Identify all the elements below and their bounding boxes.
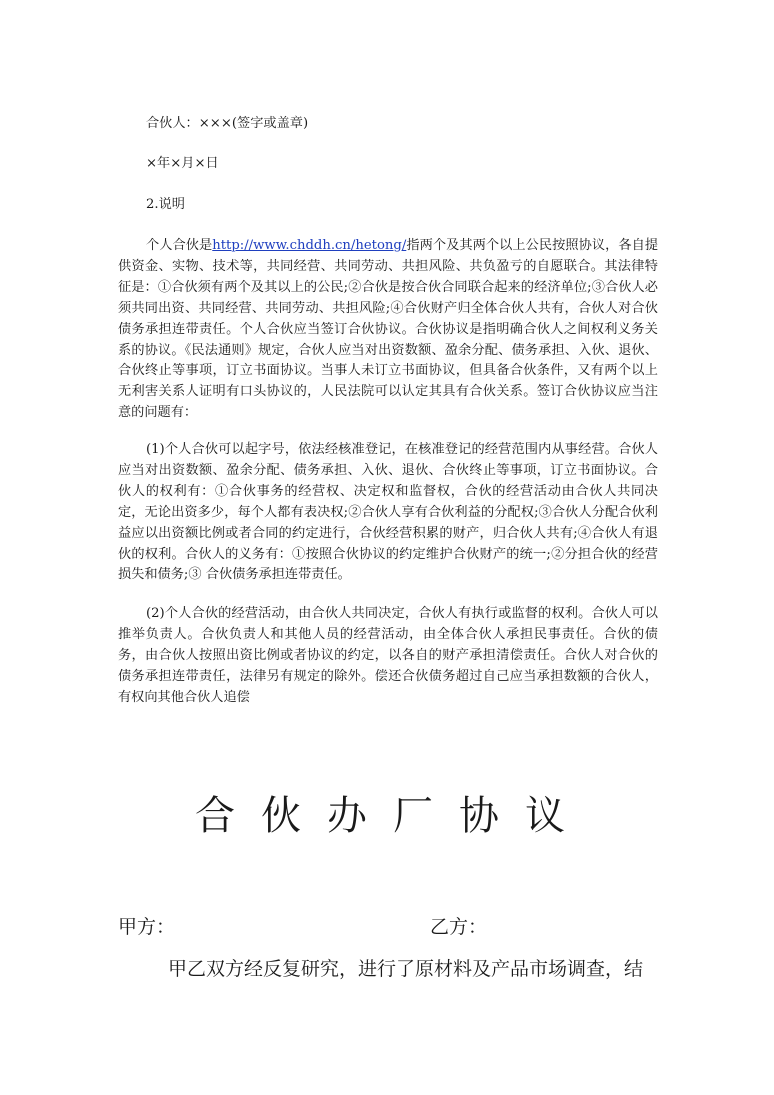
partner-signature-line: 合伙人：×××(签字或盖章) <box>146 116 309 131</box>
intro-paragraph <box>118 236 658 424</box>
party-a-label: 甲方： <box>118 916 176 938</box>
hetong-link[interactable]: http://www.chddh.cn/hetong/ <box>212 238 407 253</box>
section-heading: 2.说明 <box>146 197 185 212</box>
date-line: ×年×月×日 <box>146 156 219 171</box>
point-1-paragraph: (1)个人合伙可以起字号，依法经核准登记，在核准登记的经营范围内从事经营。合伙人应当对出资数额、盈余分配、债务承担、入伙、退伙、合伙终止等事项，订立书面协议。合伙人的权利有：①合伙事务的经营权、决定权和监督权，合伙的经营活动由合伙人共同决定，无论出资多少，每个人都有表决权;②合伙人享有合伙利益的分配权;③合伙人分配合伙利益应以出资额比例或者合同的约定进行，合伙经营积累的财产，归合伙人共有;④合伙人有退伙的权利。合伙人的义务有：①按照合伙协议的约定维护合伙财产的统一;②分担合伙的经营损失和债务;③ 合伙债务承担连带责任。 <box>118 442 658 583</box>
point-2-paragraph: (2)个人合伙的经营活动，由合伙人共同决定，合伙人有执行或监督的权利。合伙人可以推举负责人。合伙负责人和其他人员的经营活动，由全体合伙人承担民事责任。合伙的债务，由合伙人按照出资比例或者协议的约定，以各自的财产承担清偿责任。合伙人对合伙的债务承担连带责任，法律另有规定的除外。偿还合伙债务超过自己应当承担数额的合伙人，有权向其他合伙人追偿 <box>118 606 658 705</box>
agreement-opening: 甲乙双方经反复研究，进行了原材料及产品市场调查，结 <box>168 958 644 980</box>
agreement-title: 合伙办厂协议 <box>195 793 591 839</box>
intro-after-link: 指两个及其两个以上公民按照协议，各自提供资金、实物、技术等，共同经营、共同劳动、共担风险、共负盈亏的自愿联合。其法律特征是：①合伙须有两个及其以上的公民;②合伙是按合伙合同联合起来的经济单位;③合伙人必须共同出资、共同经营、共同劳动、共担风险;④合伙财产归全体合伙人共有，合伙人对合伙债务承担连带责任。个人合伙应当签订合伙协议。合伙协议是指明确合伙人之间权利义务关系的协议。《民法通则》规定，合伙人应当对出资数额、盈余分配、债务承担、入伙、退伙、合伙终止等事项，订立书面协议。当事人未订立书面协议，但具备合伙条件，又有两个以上无利害关系人证明有口头协议的，人民法院可以认定其具有合伙关系。签订合伙协议应当注意的问题有： <box>118 238 659 421</box>
intro-before-link: 个人合伙是 <box>146 238 213 253</box>
party-b-label: 乙方： <box>430 916 488 938</box>
